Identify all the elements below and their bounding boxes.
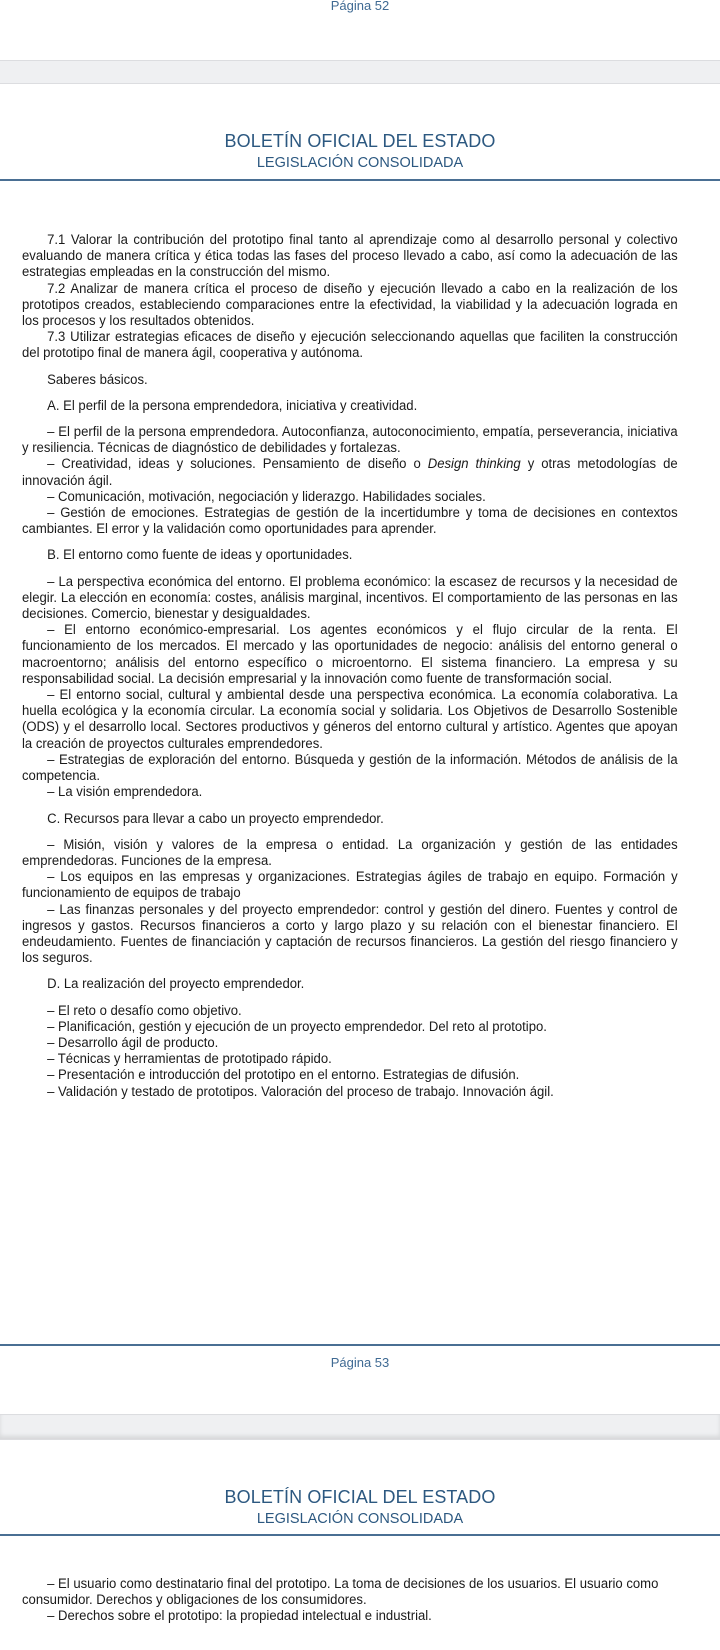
header-rule [0,179,720,181]
section-a-item: – El perfil de la persona emprendedora. Autoconfianza, autoconocimiento, empatía, perseverancia, iniciativa y resiliencia. Técnicas de diagnóstico de debilidades y fortalezas. [22,423,678,456]
section-d-item: – El usuario como destinatario final del prototipo. La toma de decisiones de los usuarios. El usuario como consumidor. Derechos y obligaciones de los consumidores. [22,1575,659,1608]
document-header [0,1486,720,1528]
text-part: – Creatividad, ideas y soluciones. Pensamiento de diseño o [47,455,428,472]
section-d-item: – El reto o desafío como objetivo. [47,1001,242,1018]
header-title: BOLETÍN OFICIAL DEL ESTADO [224,1487,496,1507]
section-c-item: – Las finanzas personales y del proyecto emprendedor: control y gestión del dinero. Fuentes y control de ingresos y gastos. Recursos financieros a corto y largo plazo y su relación con el bienestar financiero. El endeudamiento. Fuentes de financiación y captación de recursos financieros. La gestión del riesgo financiero y los seguros. [22,900,678,966]
section-a-item: – Gestión de emociones. Estrategias de gestión de la incertidumbre y toma de decisiones en contextos cambiantes. El error y la validación como oportunidades para aprender. [22,504,678,537]
section-d-title: D. La realización del proyecto emprendedor. [47,975,305,992]
saberes-basicos-heading: Saberes básicos. [47,370,148,387]
document-header [0,130,720,172]
document-body [22,231,678,1099]
page-number-label: Página 53 [330,1355,390,1370]
section-c-item: – Misión, visión y valores de la empresa o entidad. La organización y gestión de las entidades emprendedoras. Funciones de la empresa. [22,835,678,868]
text-part: y otras metodologías de innovación ágil. [22,455,678,488]
section-a-title: A. El perfil de la persona emprendedora, iniciativa y creatividad. [47,396,418,413]
section-b-item: – El entorno social, cultural y ambiental desde una perspectiva económica. La economía colaborativa. La huella ecológica y la economía circular. La economía social y solidaria. Los Objetivos de Desarrollo Sostenible (ODS) y el desarrollo local. Sectores productivos y géneros del entorno cultural y artístico. Agentes que apoyan la creación de proyectos culturales emprendedores. [22,686,678,751]
section-c-item: – Los equipos en las empresas y organizaciones. Estrategias ágiles de trabajo en equipo. Formación y funcionamiento de equipos de trabajo [22,868,678,901]
page-gap [0,1414,720,1440]
section-d-item: – Técnicas y herramientas de prototipado rápido. [47,1050,332,1067]
criterion-7-2: 7.2 Analizar de manera crítica el proceso de diseño y ejecución llevado a cabo en la realización de los prototipos creados, estableciendo comparaciones entre la efectividad, la viabilidad y la adecuación lograda en los procesos y los resultados obtenidos. [22,279,678,329]
page-number-label: Página 52 [330,0,390,13]
section-d-item: – Desarrollo ágil de producto. [47,1033,219,1050]
criterion-7-3: 7.3 Utilizar estrategias eficaces de diseño y ejecución seleccionando aquellas que faciliten la construcción del prototipo final de manera ágil, cooperativa y autónoma. [22,328,678,361]
italic-term: Design thinking [427,455,521,472]
document-body [22,1575,678,1624]
section-d-item: – Planificación, gestión y ejecución de un proyecto emprendedor. Del reto al prototipo. [47,1017,547,1034]
section-c-title: C. Recursos para llevar a cabo un proyecto emprendedor. [47,809,384,826]
criterion-7-1: 7.1 Valorar la contribución del prototipo final tanto al aprendizaje como al desarrollo personal y colectivo evaluando de manera crítica y ética todas las fases del proceso llevado a cabo, así como la adecuación de las estrategias empleadas en la construcción del mismo. [22,231,678,280]
section-d-item: – Presentación e introducción del prototipo en el entorno. Estrategias de difusión. [47,1066,520,1083]
section-d-item: – Validación y testado de prototipos. Valoración del proceso de trabajo. Innovación ágil. [47,1082,554,1099]
section-b-item: – El entorno económico-empresarial. Los agentes económicos y el flujo circular de la renta. El funcionamiento de los mercados. El mercado y las oportunidades de negocio: análisis del entorno general o macroentorno; análisis del entorno específico o microentorno. El sistema financiero. La empresa y su responsabilidad social. La decisión empresarial y la innovación como fuente de transformación social. [22,621,678,686]
header-rule [0,1534,720,1536]
page-gap [0,60,720,84]
section-b-item: – Estrategias de exploración del entorno. Búsqueda y gestión de la información. Métodos de análisis de la competencia. [22,750,678,784]
header-subtitle: LEGISLACIÓN CONSOLIDADA [256,155,464,171]
section-a-item: – Comunicación, motivación, negociación y liderazgo. Habilidades sociales. [47,487,486,504]
section-b-item: – La visión emprendedora. [47,783,203,800]
section-b-title: B. El entorno como fuente de ideas y oportunidades. [47,546,353,563]
section-d-list [22,1002,678,1099]
section-d-item: – Derechos sobre el prototipo: la propiedad intelectual e industrial. [47,1607,432,1624]
section-b-item: – La perspectiva económica del entorno. El problema económico: la escasez de recursos y la necesidad de elegir. La elección en economía: costes, análisis marginal, incentivos. El comportamiento de las personas en las decisiones. Comercio, bienestar y desigualdades. [22,572,678,622]
footer-rule [0,1344,720,1346]
header-subtitle: LEGISLACIÓN CONSOLIDADA [256,1511,464,1527]
section-a-item [22,455,678,487]
header-title: BOLETÍN OFICIAL DEL ESTADO [224,131,496,151]
